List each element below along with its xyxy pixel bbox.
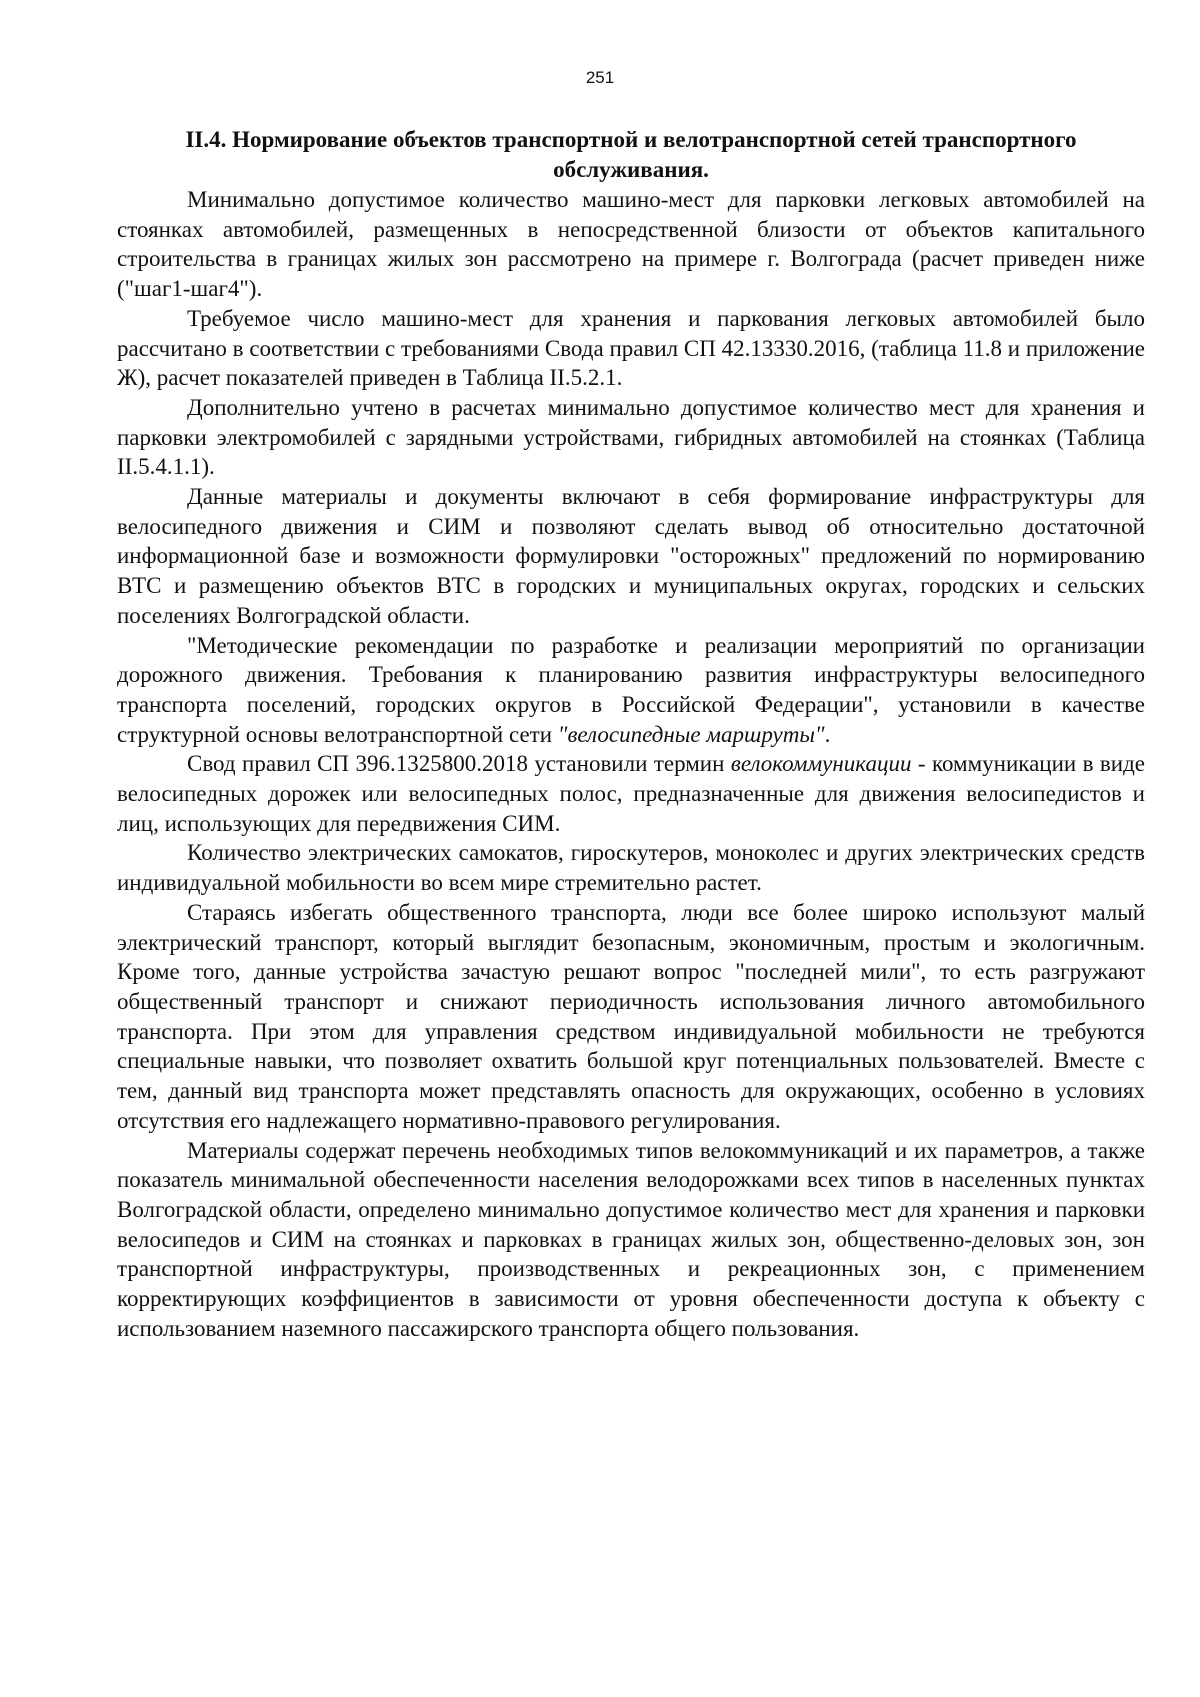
paragraph-text-segment: "Методические рекомендации по разработке и реализации мероприятий по организации дорожного движения. Требования к планированию развития инфраструктуры велосипедного транспорта поселений, городских округов в Российской Федерации", установили в качестве структурной основы велотранспортной сети xyxy=(117,632,1145,747)
italic-term: "велосипедные маршруты" xyxy=(557,721,825,747)
paragraph-methodical-recommendations xyxy=(117,631,1145,750)
paragraph-parking-minimum: Минимально допустимое количество машино-мест для парковки легковых автомобилей на стоянках автомобилей, размещенных в непосредственной близости от объектов капитального строительства в границах жилых зон рассмотрено на примере г. Волгограда (расчет приведен ниже ("шаг1-шаг4"). xyxy=(117,187,1145,302)
italic-term: велокоммуникации xyxy=(730,751,912,777)
page-number: 251 xyxy=(585,68,615,87)
paragraph-text-segment: . xyxy=(824,721,831,747)
paragraph-bicycle-infrastructure: Данные материалы и документы включают в себя формирование инфраструктуры для велосипедного движения и СИМ и позволяют сделать вывод об относительно достаточной информационной базе и возможности формулировки "осторожных" предложений по нормированию ВТС и размещению объектов ВТС в городских и муниципальных округах, городских и сельских поселениях Волгоградской области. xyxy=(117,484,1145,628)
paragraph-parking-calculation: Требуемое число машино-мест для хранения и паркования легковых автомобилей было рассчитано в соответствии с требованиями Свода правил СП 42.13330.2016, (таблица 11.8 и приложение Ж), расчет показателей приведен в Таблица II.5.2.1. xyxy=(117,305,1145,391)
paragraph-text-segment: Свод правил СП 396.1325800.2018 установили термин xyxy=(187,751,731,777)
paragraph-small-electric-transport: Стараясь избегать общественного транспорта, люди все более широко используют малый электрический транспорт, который выглядит безопасным, экономичным, простым и экологичным. Кроме того, данные устройства зачастую решают вопрос "последней мили", то есть разгружают общественный транспорт и снижают периодичность использования личного автомобильного транспорта. При этом для управления средством индивидуальной мобильности не требуются специальные навыки, что позволяет охватить большой круг потенциальных пользователей. Вместе с тем, данный вид транспорта может представлять опасность для окружающих, особенно в условиях отсутствия его надлежащего нормативно-правового регулирования. xyxy=(117,899,1145,1133)
paragraph-text-segment: - коммуникации в виде велосипедных дорожек или велосипедных полос, предназначенные для движения велосипедистов и лиц, использующих для передвижения СИМ. xyxy=(117,751,1146,836)
paragraph-personal-mobility-growth: Количество электрических самокатов, гироскутеров, моноколес и других электрических средств индивидуальной мобильности во всем мире стремительно растет. xyxy=(117,840,1145,896)
paragraph-materials-summary: Материалы содержат перечень необходимых типов велокоммуникаций и их параметров, а также показатель минимальной обеспеченности населения велодорожками всех типов в населенных пунктах Волгоградской области, определено минимально допустимое количество мест для хранения и парковки велосипедов и СИМ на стоянках и парковках в границах жилых зон, общественно-деловых зон, зон транспортной инфраструктуры, производственных и рекреационных зон, с применением корректирующих коэффициентов в зависимости от уровня обеспеченности доступа к объекту с использованием наземного пассажирского транспорта общего пользования. xyxy=(117,1137,1145,1341)
section-title: II.4. Нормирование объектов транспортной и велотранспортной сетей транспортного обслуживания. xyxy=(185,127,1077,182)
paragraph-code-of-rules xyxy=(117,749,1145,838)
paragraph-electric-vehicles: Дополнительно учтено в расчетах минимально допустимое количество мест для хранения и парковки электромобилей с зарядными устройствами, гибридных автомобилей на стоянках (Таблица II.5.4.1.1). xyxy=(117,394,1145,480)
page-content xyxy=(117,125,1145,1343)
